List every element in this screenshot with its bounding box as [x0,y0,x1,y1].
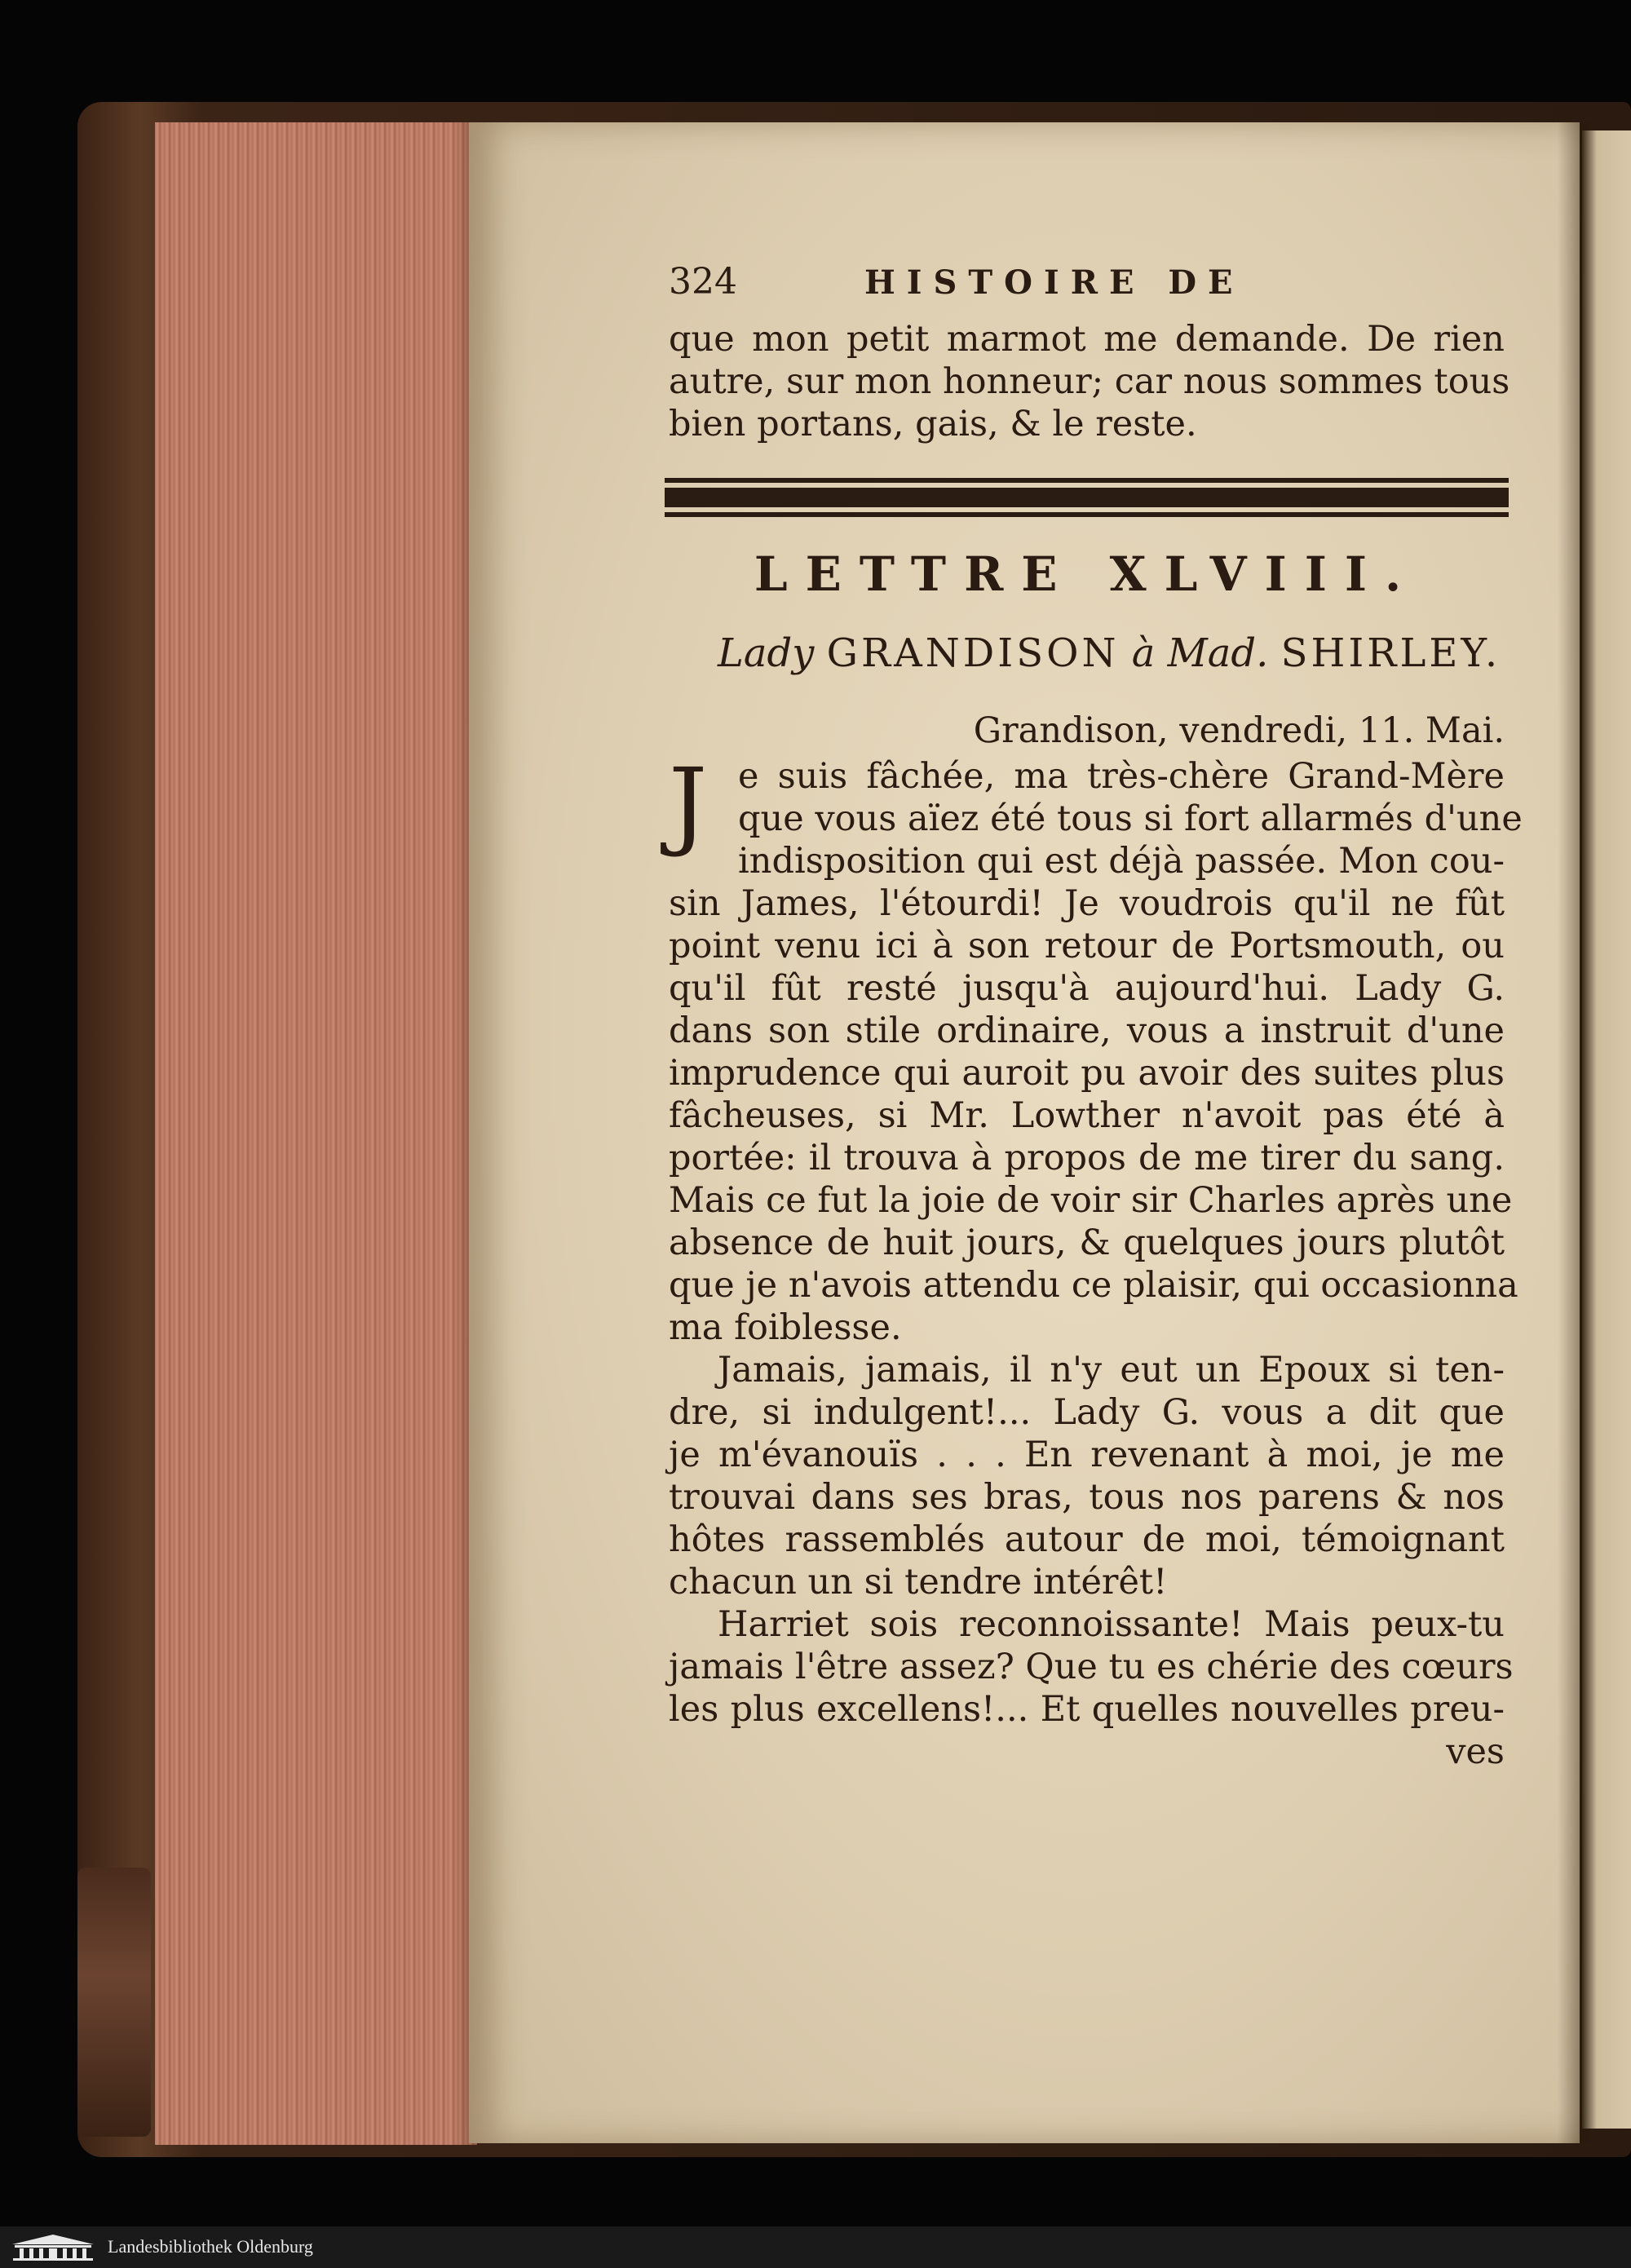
text-line: portée: il trouva à propos de me tirer du sang. [669,1138,1505,1178]
page-number: 324 [669,261,737,303]
text-line: sin James, l'étourdi! Je voudrois qu'il ne fût [669,883,1505,924]
text-line: que mon petit marmot me demande. De rien [669,319,1505,360]
page-header [669,261,1505,318]
text-line: les plus excellens!... Et quelles nouvelles preu- [669,1689,1505,1730]
text-line: que vous aïez été tous si fort allarmés d'une [738,798,1523,839]
salutation-a-mad: à Mad. [1131,630,1269,676]
text-line: imprudence qui auroit pu avoir des suites plus [669,1053,1505,1094]
ornament-divider [665,478,1509,517]
page-edges [155,122,477,2145]
text-line: bien portans, gais, & le reste. [669,404,1197,444]
text-line: je m'évanouïs . . . En revenant à moi, je me [669,1435,1505,1475]
letter-title: LETTRE XLVIII. [754,546,1420,602]
salutation-grandison: GRANDISON [826,630,1120,676]
letter-salutation [669,625,1505,682]
text-line: fâcheuses, si Mr. Lowther n'avoit pas été à [669,1095,1505,1136]
text-line: ma foiblesse. [669,1307,902,1348]
text-line: Jamais, jamais, il n'y eut un Epoux si ten- [718,1350,1505,1390]
paragraph-1 [669,747,1523,1349]
text-line: dans son stile ordinaire, vous a instruit d'une [669,1010,1505,1051]
catchword: ves [1446,1731,1505,1772]
salutation-lady: Lady [718,630,815,676]
opening-paragraph [669,318,1510,445]
text-line: hôtes rassemblés autour de moi, témoignant [669,1519,1505,1560]
text-line: e suis fâchée, ma très-chère Grand-Mère [738,756,1505,797]
text-line: trouvai dans ses bras, tous nos parens & nos [669,1477,1505,1518]
drop-cap: J [669,747,708,860]
text-line: Harriet sois reconnoissante! Mais peux-tu [718,1604,1505,1645]
page-text [669,261,1523,1773]
text-line: jamais l'être assez? Que tu es chérie des cœurs [669,1647,1514,1687]
text-line: chacun un si tendre intérêt! [669,1562,1168,1603]
library-building-icon [8,2233,98,2261]
text-line: point venu ici à son retour de Portsmouth, ou [669,926,1505,966]
text-line: indisposition qui est déjà passée. Mon cou- [738,841,1505,882]
library-footer [0,2226,1631,2268]
text-line: dre, si indulgent!... Lady G. vous a dit que [669,1392,1505,1433]
right-page-edge [1582,130,1631,2129]
letter-dateline: Grandison, vendredi, 11. Mai. [973,710,1505,751]
running-title: HISTOIRE DE [864,263,1244,302]
cover-edge [77,1868,151,2137]
library-name: Landesbibliothek Oldenburg [108,2236,313,2257]
salutation-shirley: SHIRLEY. [1280,630,1501,676]
text-line: absence de huit jours, & quelques jours plutôt [669,1222,1505,1263]
text-line: que je n'avois attendu ce plaisir, qui occasionna [669,1265,1518,1306]
text-line: qu'il fût resté jusqu'à aujourd'hui. Lady G. [669,968,1505,1009]
text-line: autre, sur mon honneur; car nous sommes tous [669,361,1510,402]
paragraph-3 [669,1603,1514,1731]
paragraph-2 [669,1349,1505,1603]
text-line: Mais ce fut la joie de voir sir Charles après une [669,1180,1513,1221]
